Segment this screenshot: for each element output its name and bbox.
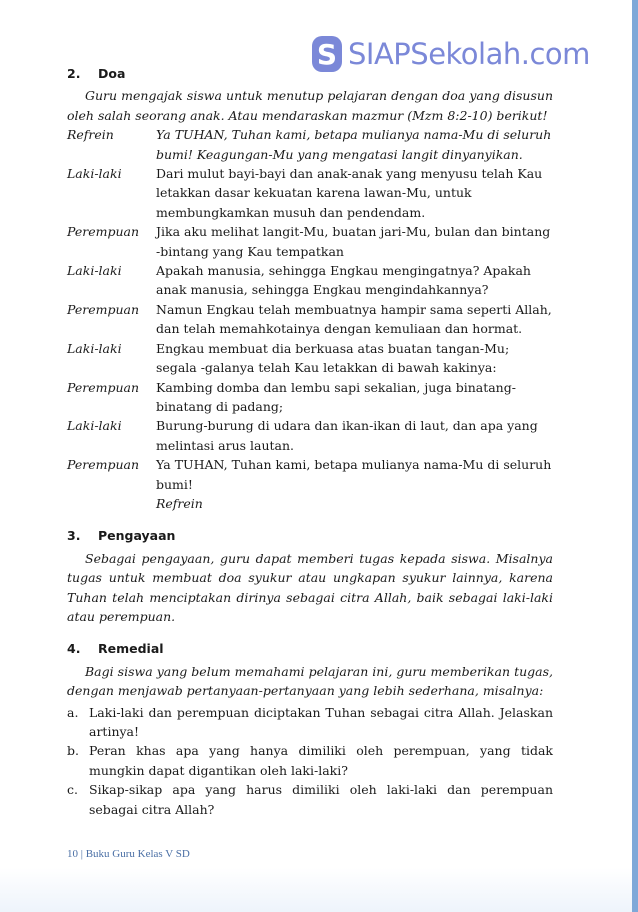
list-item [67, 741, 553, 780]
dialogue-row [67, 125, 553, 164]
remedial-questions [67, 703, 553, 819]
section-title: Doa [98, 66, 126, 81]
dialogue-row [67, 339, 553, 378]
section-heading-remedial [67, 639, 553, 658]
list-letter: a. [67, 704, 79, 720]
page-edge-strip [632, 0, 638, 912]
list-text: Laki-laki dan perempuan diciptakan Tuhan sebagai citra Allah. Jelaskan artinya! [89, 704, 553, 739]
psalm-dialogue [67, 125, 553, 513]
page-content [67, 64, 553, 819]
dialogue-row [67, 378, 553, 417]
logo-text: SIAPSekolah.com [348, 37, 590, 71]
dialogue-row [67, 300, 553, 339]
dialogue-speaker: Perempuan [67, 457, 140, 473]
dialogue-text: Ya TUHAN, Tuhan kami, betapa mulianya nama-Mu di seluruh bumi! Keagungan-Mu yang mengatasi langit dinyanyikan. [156, 127, 552, 162]
list-text: Sikap-sikap apa yang harus dimiliki oleh laki-laki dan perempuan sebagai citra Allah? [89, 782, 553, 817]
dialogue-text: Apakah manusia, sehingga Engkau mengingatnya? Apakah anak manusia, sehingga Engkau mengindahkannya? [156, 263, 531, 298]
section-title: Remedial [98, 641, 164, 657]
pengayaan-text: Sebagai pengayaan, guru dapat memberi tugas kepada siswa. Misalnya tugas untuk membuat doa syukur atau ungkapan syukur lainnya, karena Tuhan telah menciptakan dirinya sebagai citra Allah, baik sebagai laki-laki atau perempuan. [67, 550, 553, 624]
dialogue-speaker: Perempuan [67, 224, 140, 240]
dialogue-row [67, 164, 553, 222]
dialogue-text: Jika aku melihat langit-Mu, buatan jari-Mu, bulan dan bintang -bintang yang Kau tempatkan [156, 224, 551, 259]
dialogue-text: Burung-burung di udara dan ikan-ikan di laut, dan apa yang melintasi arus lautan. [156, 418, 538, 453]
dialogue-text: Dari mulut bayi-bayi dan anak-anak yang menyusu telah Kau letakkan dasar kekuatan karena lawan-Mu, untuk membungkamkan musuh dan pendendam. [156, 166, 543, 220]
section-heading-doa [67, 64, 553, 83]
dialogue-text: Ya TUHAN, Tuhan kami, betapa mulianya nama-Mu di seluruh bumi! [156, 457, 552, 492]
list-letter: c. [67, 782, 78, 798]
footer-shade [0, 868, 638, 912]
section-number: 3. [67, 528, 81, 544]
logo-badge: S [312, 36, 342, 72]
list-item [67, 780, 553, 819]
dialogue-speaker: Laki-laki [67, 263, 122, 279]
remedial-intro: Bagi siswa yang belum memahami pelajaran ini, guru memberikan tugas, dengan menjawab pertanyaan-pertanyaan yang lebih sederhana, misalnya: [67, 663, 553, 699]
dialogue-text: Namun Engkau telah membuatnya hampir sama seperti Allah, dan telah memahkotainya dengan kemuliaan dan hormat. [156, 301, 552, 337]
dialogue-speaker: Laki-laki [67, 166, 122, 182]
page-footer: 10 | Buku Guru Kelas V SD [67, 848, 190, 860]
dialogue-text: Engkau membuat dia berkuasa atas buatan tangan-Mu; segala -galanya telah Kau letakkan di bawah kakinya: [156, 340, 510, 376]
dialogue-speaker: Refrein [67, 127, 114, 143]
dialogue-speaker: Perempuan [67, 301, 140, 317]
dialogue-row [67, 455, 553, 494]
section-title: Pengayaan [98, 528, 176, 544]
dialogue-speaker: Laki-laki [67, 340, 122, 356]
section-number: 2. [67, 66, 81, 81]
dialogue-text: Kambing domba dan lembu sapi sekalian, juga binatang-binatang di padang; [156, 379, 516, 414]
dialogue-speaker: Laki-laki [67, 418, 122, 434]
dialogue-speaker: Perempuan [67, 379, 140, 395]
section-number: 4. [67, 641, 81, 657]
dialogue-row [67, 222, 553, 261]
refrain-closing: Refrein [156, 495, 203, 511]
list-text: Peran khas apa yang hanya dimiliki oleh perempuan, yang tidak mungkin dapat digantikan oleh laki-laki? [89, 743, 553, 778]
list-letter: b. [67, 743, 79, 759]
section-heading-pengayaan [67, 526, 553, 545]
dialogue-row [67, 261, 553, 300]
list-item [67, 703, 553, 742]
doa-intro: Guru mengajak siswa untuk menutup pelajaran dengan doa yang disusun oleh salah seorang anak. Atau mendaraskan mazmur (Mzm 8:2-10) berikut! [67, 88, 553, 123]
dialogue-row [67, 416, 553, 455]
